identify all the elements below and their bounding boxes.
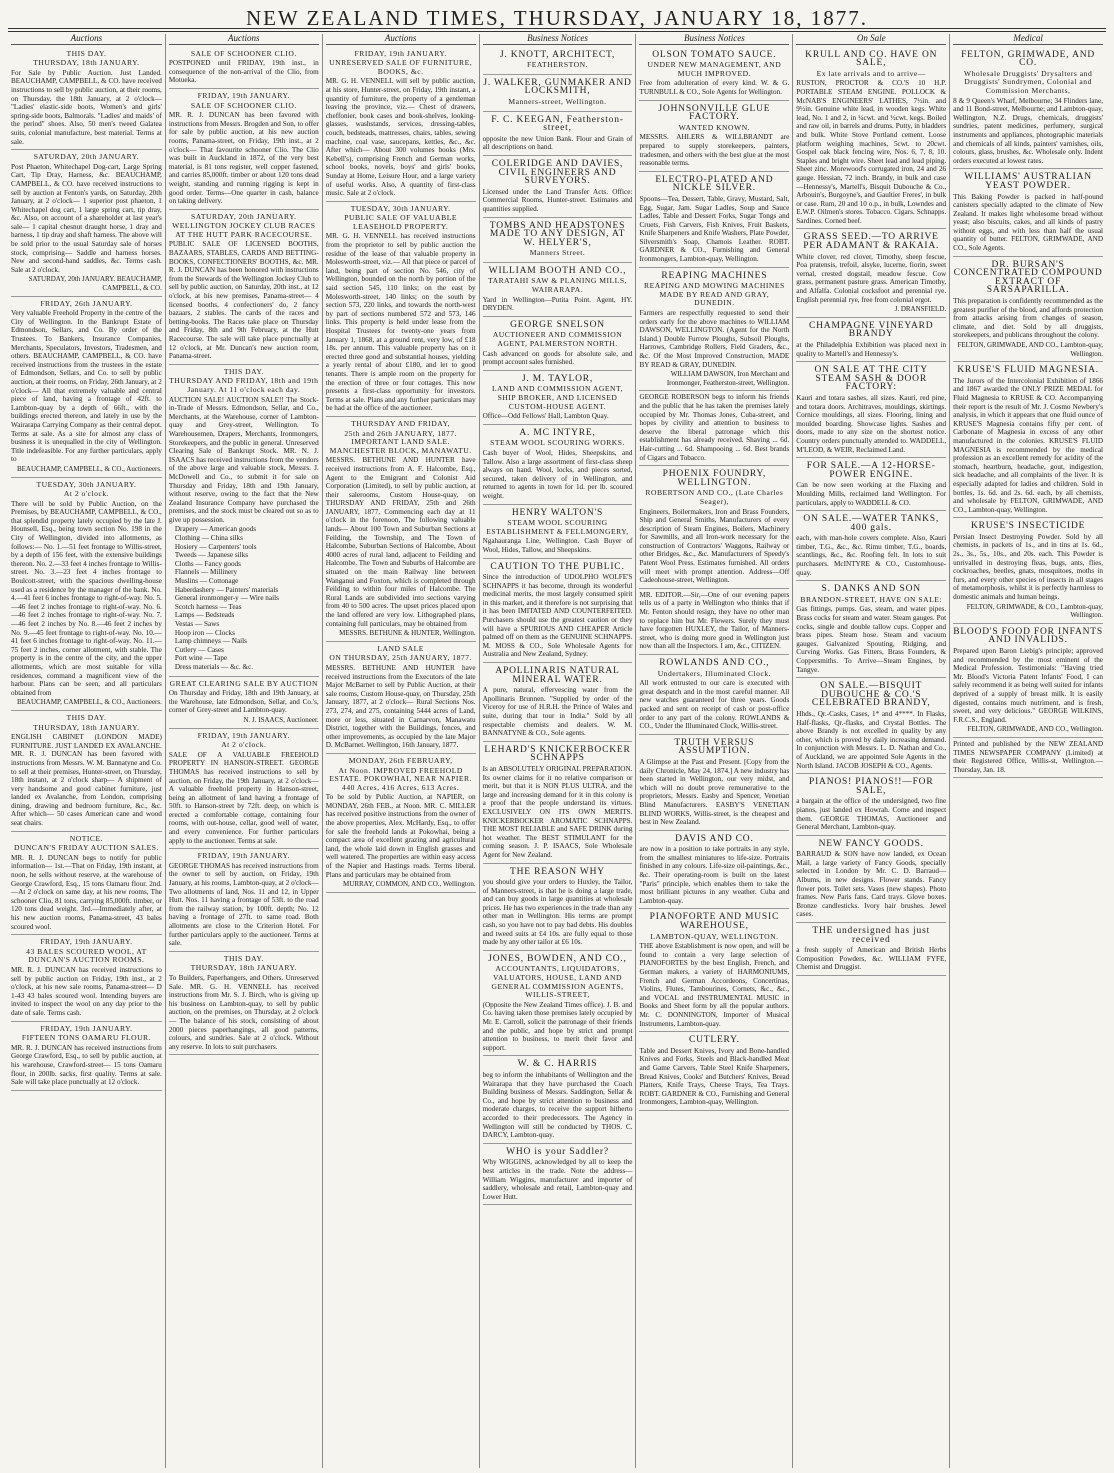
advertisement — [483, 559, 633, 664]
ad-dateline: THIS DAY. — [66, 712, 107, 722]
ad-body: each, with man-hole covers complete. Also, Kauri timber, T.G., &c., &c. Rimu timber, T.G., boards, scantlings, &c., &c. Roofing felt. In lots to suit purchasers. McINTYRE & CO., Customhouse-quay. — [796, 534, 947, 577]
ad-body: MESSRS. BETHUNE AND HUNTER have received instructions from A. F. Halcombe, Esq., Agent to the Emigrant and Colonist Aid Corporation (Limited), to sell by public auction, at their salerooms, Custom House-quay, on THURSDAY AND FRIDAY, 25th and 26th JANUARY, 1877, Commencing each day at 11 o'clock in the forenoon, The following valuable lands— About 100 Town and Suburban Sections at Feilding, the Township, and The Town of Halcombe, Suburban Sections of Halcombe, About 4000 acres of rural land, adjacent to Feilding and Halcombe. The Town and Suburbs of Halcombe are situated on the main Railway line between Wanganui and Foxton, which is completed through Feilding to within four miles of Halcombe. The Rural Lands are subdivided into sections varying from 40 to 500 acres. The upset prices placed upon the land offered are very low. Lithographed plans, containing full particulars, may be obtained from — [325, 456, 476, 628]
ad-subheading: BRANDON-STREET, HAVE ON SALE: — [800, 594, 943, 604]
advertisement — [639, 589, 789, 655]
ad-subheading: FEATHERSTON. — [527, 60, 588, 70]
ad-headline: THE REASON WHY — [510, 866, 605, 877]
column-heading: On Sale — [796, 34, 946, 45]
advertisement — [796, 678, 946, 774]
ad-headline: JONES, BOWDEN, AND CO., — [488, 953, 627, 964]
column-heading: Auctions — [326, 34, 476, 45]
advertisement — [639, 101, 789, 172]
ad-body: This Baking Powder is packed in half-pound canisters specially adapted to the climate of New Zealand. It makes light wholesome bread without yeast; also biscuits, cakes, and all kinds of pastry without eggs, and with less than half the usual quantity of butter. FELTON, GRIMWADE, AND CO., Sole Agents. — [953, 192, 1104, 253]
ad-dateline: SALE OF SCHOONER CLIO. — [190, 48, 297, 58]
ad-signature: FELTON, GRIMWADE, AND CO., Wellington. — [967, 725, 1104, 734]
ad-subheading: SALE OF SCHOONER CLIO. — [190, 100, 297, 110]
ad-headline: ON SALE.—BISQUIT DUBOUCHE & CO.'S CELEBRATED BRANDY, — [811, 681, 931, 709]
ad-body: On Thursday and Friday, 18th and 19th January, at the Warehouse, late Edmondson, Sellar, and Co.'s, corner of Grey-street and Lambton-quay. — [168, 689, 319, 715]
advertisement — [169, 365, 319, 677]
ad-body: Kauri and totara sashes, all sizes. Kauri, red pine, and totara doors. Architraves, mouldings, skirtings. Cornice mouldings, all sizes. Flooring, lining and moulded boarding. Showcase lights. Sashes and doors, made to any size on the shortest notice. Country orders punctually attended to. WADDELL, M'LEOD, & WEIR, Reclaimed Land. — [796, 393, 947, 454]
ad-headline: DAVIS AND CO. — [675, 833, 754, 844]
ad-body: Cash advanced on goods for absolute sale, and prompt account sales furnished. — [482, 349, 633, 367]
ad-subheading: THURSDAY, 18th JANUARY. — [33, 58, 140, 68]
advertisement — [169, 952, 319, 1056]
ad-subheading: UNRESERVED SALE OF FURNITURE, BOOKS, &c. — [329, 58, 473, 76]
ad-subheading: WANTED KNOWN. — [678, 122, 751, 132]
ad-dateline: THIS DAY. — [223, 953, 264, 963]
ad-headline: LEHARD'S KNICKERBOCKER SCHNAPPS — [484, 744, 631, 764]
ad-body: RUSTON, PROCTOR & CO.'S 10 H.P. PORTABLE STEAM ENGINE. POLLOCK & McNAB'S ENGINEERS' LATHES, 7½in. and 9½in. Genuine white lead, in wooden kegs. White lead, No. 1 and 2, in ¼cwt. and ½cwt. kegs. Boiled and raw oil, in barrels and drums. Putty, in bladders and bulk. White Stove Portland cement. Loose platform weighing machines, 5cwt. to 20cwt. Gospel oak black fencing wire, Nos. 6, 7, 8, 10. Staples and bright wire. Sheet lead and lead piping. Sheet zinc. Morewood's corrugated iron, 24 and 26 gauge. Hessian, 72 inch. Brandy, in bulk and case—Hennessy's, Martell's, Bisquit Dubouche & Co., Arbouin's, Burgoyne's, and Gaultier Freres', in bulk or case. Rum, 20 and 10 o.p., in bulk, Lowndes and E.W.P. Oilmen's stores. Tobacco. Cigars. Schnapps. Sardines. Corned beef. — [796, 79, 947, 225]
list-item: Muslins — Cottonage — [174, 577, 239, 586]
advertisement — [796, 511, 946, 581]
ad-subheading: Wholesale Druggists' Drysalters and Druggists' Sundrymen, Colonial and Commission Merchants, — [963, 68, 1093, 95]
ad-headline: J. WALKER, GUNMAKER AND LOCKSMITH, — [483, 77, 632, 97]
advertisement — [483, 951, 633, 1057]
ad-headline: REAPING MACHINES — [661, 270, 768, 281]
ad-dateline: FRIDAY, 19th JANUARY. — [40, 1023, 133, 1033]
ad-signature: BEAUCHAMP, CAMPBELL, & CO., Auctioneers. — [16, 464, 162, 473]
list-item: Cloths — Fancy goods — [174, 559, 241, 568]
advertisement — [169, 89, 319, 210]
ad-signature: MESSRS. BETHUNE & HUNTER, Wellington. — [339, 629, 476, 638]
ad-body: GEORGE ROBERSON begs to inform his friends and the public that he has taken the premises lately occupied by Mr. Thomas Jones, Cuba-street, and hopes by civility and attention to business to deserve the liberal patronage which this establishment has already received. Shaving ... 6d. Hair-cutting ... 6d. Shampooing ... 6d. Best brands of Cigars and Tobacco. — [639, 393, 790, 462]
advertisement — [11, 711, 162, 832]
advertisement — [796, 47, 946, 230]
ad-subheading: Undertakers, Illuminated Clock. — [657, 668, 772, 678]
ad-body: MR. R. J. DUNCAN begs to notify for public information— 1st.—That on Friday, 19th instant, at noon, he sells without reserve, at the warehouse of George Crawford, Esq., 15 tons Oamaru flour. 2nd.—At 2 o'clock on same day, at his new rooms, The schooner Clio, 81 tons, carrying 85,000ft. timber, or 120 tons dead weight. 3rd.—Immediately after, at his new auction rooms, Panama-street, 43 bales scoured wool. — [11, 853, 162, 931]
masthead-rule-thin — [8, 31, 1106, 32]
advertisement — [639, 47, 789, 101]
ad-body: Post Phaeton, Whitechapel Dog-cart, Large Spring Cart, Tip Dray, Harness, &c. BEAUCHAMP, CAMPBELL, & CO. have received instructions to sell by auction at Fenton's yards, on Saturday, 20th January, at 2 o'clock— 1 superior post phaeton, 1 Whitechapel dog cart, 1 large spring cart, tip dray, &c. Also, on account of a shareholder at last year's sale— 1 capital chesnut draught horse, 1 dray and harness, 1 tip dray and shaft harness. The above will be sold prior to the usual Saturday sale of horses stock, comprising— Saddle and harness horses. New and second-hand saddles, &c. Terms cash. Sale at 2 o'clock. — [11, 162, 162, 274]
ad-body: Printed and published by the NEW ZEALAND TIMES NEWSPAPER COMPANY (Limited) at their Registered Office, Willis-st, Wellington.—Thursday, Jan. 18. — [953, 739, 1104, 774]
ad-dateline: LAND SALE — [377, 643, 424, 653]
ad-body: MR. R. J. DUNCAN has received instructions to sell by public auction on Friday, 19th inst., at 2 o'clock, at his new sale rooms, Panama-street— D 1-43 43 bales scoured wool. Intending buyers are invited to inspect the wool on any day prior to the date of sale. Terms cash. — [11, 965, 162, 1017]
ad-subheading: LAND AND COMMISSION AGENT, SHIP BROKER, AND LICENSED CUSTOM-HOUSE AGENT. — [492, 384, 623, 411]
ad-signature: J. DRANSFIELD. — [894, 305, 947, 314]
ad-body: POSTPONED until FRIDAY, 19th inst., in consequence of the non-arrival of the Clio, from Motueka. — [168, 59, 319, 85]
ad-dateline: SATURDAY, 20th JANUARY. — [191, 211, 297, 221]
list-item: Scotch harness — Teas — [174, 602, 242, 611]
ad-stock-list — [175, 525, 319, 671]
ad-body: A Glimpse at the Past and Present. [Copy from the daily Chronicle, May 24, 1874.] A new industry has been started in Wellington, our very midst, and which will no doubt prove remunerative to the proprietors, Messrs. Easby and Spencer, Venetian Blind Manufacturers. EASBY'S VENETIAN BLIND WORKS, Willis-street, is the cheapest and best in New Zealand. — [639, 757, 790, 827]
ad-dateline: FRIDAY, 19th JANUARY. — [197, 730, 290, 740]
ad-headline: ON SALE.—WATER TANKS, 400 gals. — [803, 514, 940, 533]
ad-body: GEORGE THOMAS has received instructions from the owner to sell by auction, on Friday, 19th January, at his rooms, Lambton-quay, at 2 o'clock— Two allotments of land, Nos. 11 and 12, in Upper Hutt. Nos. 11 having a frontage of 53ft. to the road from the railway station, by 100ft. depth; No. 12 having a frontage of 27ft. to same road. Both allotments are close to the Criterion Hotel. For further particulars apply to the auctioneer. Terms at sale. — [168, 861, 319, 948]
advertisement — [11, 832, 162, 936]
ad-subheading: At Noon. IMPROVED FREEHOLD ESTATE. POKOWHAI, NEAR NAPIER. 440 Acres, 416 Acres, 613 Acres. — [329, 765, 472, 792]
ad-body: PUBLIC SALE OF LICENSED BOOTHS, BAZAARS, STABLES, CARDS AND BETTING-BOOKS, CONFECTIONERS' BOOTHS, &c. MR. R. J. DUNCAN has been honored with instructions from the Stewards of the Wellington Jockey Club to sell by public auction, on Saturday, 20th inst., at 12 o'clock, at his new premises, Panama-street— 4 licensed booths, 4 confectioners' do, 2 fancy bazaars, 2 stables. The cards of the races and betting-books. The Races take place on Thursday and Friday, 8th and 9th February, at the Hutt Racecourse. The sale will take place punctually at 12 o'clock, at Mr. Duncan's new auction room, Panama-street. — [168, 240, 319, 361]
ad-headline: FOR SALE.—A 12-HORSE-POWER ENGINE. — [806, 461, 936, 480]
advertisement — [953, 624, 1103, 738]
ad-subheading: THURSDAY, 18th JANUARY. — [190, 963, 297, 973]
ad-subheading: PUBLIC SALE OF VALUABLE LEASEHOLD PROPERTY. — [344, 213, 457, 231]
list-item: Port wine — Tape — [174, 654, 228, 663]
ad-headline: HENRY WALTON'S — [511, 507, 604, 518]
list-item: Lamp chimneys — Nails — [174, 637, 247, 646]
ad-body: Persian Insect Destroying Powder. Sold by all chemists, in packets of 1s., and in tins at 1s. 6d., 2s., 3s., 5s., 10s., and 20s. each. This Powder is unrivalled in destroying fleas, bugs, ants, flies, cockroaches, beetles, gnats, mosquitoes, moths in furs, and every other species of insects in all stages of metamorphosis, whilst it is perfectly harmless to domestic animals and human beings. — [953, 532, 1104, 602]
ad-body: MR. R. J. DUNCAN has been favored with instructions from Messrs. Brogden and Son, to offer for sale by public auction, at his new auction rooms, Panama-street, on Friday, 19th inst., at 2 o'clock— That favourite schooner Clio. The Clio was built in Auckland in 1872, of the very best material, is 81 tons register, well copper fastened, and carries 85,000ft. timber or about 120 tons dead weight, standing and running rigging is kept in good order. Terms—One quarter in cash, balance on taking delivery. — [168, 111, 319, 206]
list-item: Flannels — Millinery — [174, 568, 238, 577]
ad-dateline: THURSDAY AND FRIDAY, — [351, 418, 450, 428]
list-item: Hoop iron — Clocks — [174, 628, 235, 637]
ad-dateline: FRIDAY, 19th JANUARY. — [197, 90, 290, 100]
ad-dateline: FRIDAY, 19th JANUARY. — [354, 48, 447, 58]
ad-headline: COLERIDGE AND DAVIES, CIVIL ENGINEERS AND SURVEYORS. — [491, 158, 624, 187]
advertisement — [953, 257, 1103, 363]
ad-body: To Builders, Paperhangers, and Others. Unreserved Sale. MR. G. H. VENNELL has received instructions from Mr. S. J. Birch, who is giving up his business on Lambton-quay, to sell by public auction, on the premises, on Thursday, at 2 o'clock— The balance of his stock, consisting of about 2000 pieces paperhangings, all good patterns, colours, and sundries. Sale at 2 o'clock. Without any reserve. In lots to suit purchasers. — [168, 973, 319, 1051]
ad-signature: SATURDAY, 20th JANUARY. BEAUCHAMP, CAMPBELL, & CO. — [28, 275, 162, 293]
ad-headline: CHAMPAGNE VINEYARD BRANDY — [808, 320, 934, 340]
ad-subheading: LAMBTON-QUAY, WELLINGTON. — [650, 931, 779, 941]
ad-headline: PHOENIX FOUNDRY, WELLINGTON. — [662, 469, 767, 488]
ad-dateline: SATURDAY, 20th JANUARY. — [33, 152, 140, 162]
ad-dateline: TUESDAY, 30th JANUARY. — [36, 479, 137, 489]
ad-body: at the Philadelphia Exhibition was placed next in quality to Martell's and Hennessy's. — [796, 341, 947, 358]
advertisement — [483, 317, 633, 371]
advertisement — [796, 318, 946, 362]
advertisement — [169, 677, 319, 729]
ad-body: 8 & 9 Queen's Wharf, Melbourne; 34 Flinders lane, and 11 Bond-street, Melbourne; and Lambton-quay, Wellington, N.Z. Drugs, chemicals, druggists' sundries, patent medicines, perfumery, surgical instruments and appliances, photographic materials and chemicals of all kinds, painters' varnishes, oils, colours, glass, brushes, &c. Wholesale only. Indent orders executed at lowest rates. — [953, 96, 1104, 165]
ad-dateline: GREAT CLEARING SALE BY AUCTION — [169, 678, 318, 688]
ad-dateline: MONDAY, 26th FEBRUARY, — [348, 755, 453, 765]
ad-body: SALE OF A VALUABLE FREEHOLD PROPERTY IN HANSON-STREET. GEORGE THOMAS has received instructions to sell by auction, on Friday, the 19th January, at 2 o'clock— A valuable freehold property in Hanson-street, being an allotment of land having a frontage of 50ft. to Hanson-street by 72ft. deep, on which is erected a comfortable cottage, containing four rooms, with out-house, cellar, good well of water, and every convenience. For further particulars apply to the auctioneer. Terms at sale. — [168, 750, 319, 845]
column-7 — [949, 34, 1106, 1468]
advertisement — [639, 655, 789, 735]
ad-headline: J. KNOTT, ARCHITECT, — [499, 49, 616, 60]
ad-subheading: Manners-street, Wellington. — [508, 96, 607, 106]
advertisement — [953, 47, 1103, 170]
advertisement — [326, 202, 476, 417]
advertisement — [639, 909, 789, 1032]
masthead: NEW ZEALAND TIMES, THURSDAY, JANUARY 18, 1877. — [245, 6, 869, 30]
ad-body: Gas fittings, pumps. Gas, steam, and water pipes. Brass cocks for steam and water. Steam gauges. Pot cocks, single and double tallow cups. Copper and brass pipes. Steam hose. Steam and vacuum gauges. Galvanized Spouting, Ridging, and Curving Works. Gas Fitters, Brass Founders, & Coppersmiths. To Arrive—Steam Engines, by Tangye. — [796, 605, 947, 674]
ad-subheading: Ex late arrivals and to arrive— — [816, 68, 926, 78]
ad-body: Free from adulteration of every kind. W. & G. TURNBULL & CO., Sole Agents for Wellington. — [639, 79, 790, 96]
advertisement — [483, 663, 633, 742]
ad-headline: JOHNSONVILLE GLUE FACTORY. — [658, 103, 771, 123]
ad-body: MESSRS. BETHUNE AND HUNTER have received instructions from the Executors of the late Major McBarnet to sell by Public Auction, at their sale rooms, Custom House-quay, on Thursday, 25th January, 1877, at 2 o'clock— Rural Sections Nos. 273, 274, and 275, containing 5444 acres of Land, more or less, situated in Carnarvon, Manawatu District, together with the Buildings, fences, and other improvements, as occupied by the late Major D. McBarnet. Wellington, 16th January, 1877. — [325, 663, 476, 750]
ad-headline: DR. BURSAN'S CONCENTRATED COMPOUND EXTRACT OF SARSAPARILLA. — [953, 259, 1103, 296]
ad-subheading: THURSDAY, 18th JANUARY. — [33, 722, 140, 732]
column-heading: Medical — [953, 34, 1103, 45]
ad-body: Prepared upon Baron Liebig's principle; approved and recommended by the most eminent of the Medical Profession. Testimonials: "Having tried Mr. Blood's Victoria Patent Infants' Food, I can safely recommend it as being well suited for infants deprived of a supply of breast milk. It is easily digested, contains much nutriment, and is fresh, sweet, and very delicious." GEORGE WILKINS, F.R.C.S., England. — [953, 647, 1104, 724]
list-item: Hosiery — Carpenters' tools — [174, 542, 257, 551]
advertisement — [796, 581, 946, 678]
advertisement — [169, 210, 319, 365]
ad-body: Ngahauranga Line, Wellington. Cash Buyer of Wool, Hides, Tallow, and Sheepskins. — [482, 537, 633, 554]
advertisement — [639, 831, 789, 910]
list-item: Lamps — Bedsteads — [174, 611, 235, 620]
advertisement — [11, 935, 162, 1021]
advertisement — [639, 1032, 789, 1111]
ad-subheading: Manners Street. — [529, 248, 586, 258]
ad-headline: KRUSE'S INSECTICIDE — [970, 521, 1086, 532]
ad-headline: KRUSE'S FLUID MAGNESIA. — [957, 365, 1099, 376]
list-item: General ironmonger-y — Wire nails — [174, 594, 279, 603]
ad-signature: FELTON, GRIMWADE, AND CO., Lambton-quay, Wellington. — [957, 341, 1104, 358]
list-item: Clothing — China silks — [174, 534, 243, 543]
advertisement — [483, 505, 633, 559]
ad-body: MR. G. H. VENNELL has received instructions from the proprietor to sell by public auction the residue of the lease of that valuable property in Molesworth-street, viz.— All that piece or parcel of land, being part of section No. 546, city of Wellington, bounded on the north by portion of the said section 545, 110 links; on the east by Molesworth-street, 140 links; on the south by section 573, 220 links, and towards the north-west by part of sections numbered 572 and 573, 146 links. This property is held under lease from the Hospital Trustees for twenty-one years from January 1, 1868, at a ground rent, very low, of £18 18s. per annum. This valuable property has on it erected three good and substantial houses, yielding a yearly rental of about £180, and let to good tenants. There is ample room on the property for the erection of three or four cottages. This now presents a first-class opportunity for investors. Terms at sale. Plans and any further particulars may be had at the office of the auctioneer. — [325, 232, 476, 413]
ad-body: Engineers, Boilermakers, Iron and Brass Founders, Ship and General Smiths, Manufacturers of every description of Steam Engines, Boilers, Machinery for Sawmills, and all Iron-work necessary for the construction of Contractors' Waggons, Railway or other Bridges, &c., &c. Manufacturers of Speedy's Patent Wool Press. Estimates furnished. All orders will meet with prompt attention. Address—Off Cadeohouse-street, Wellington. — [639, 507, 790, 585]
ad-subheading: AUCTIONEER AND COMMISSION AGENT, PALMERSTON NORTH. — [492, 330, 623, 349]
ad-subheading: WELLINGTON JOCKEY CLUB RACES AT THE HUTT PARK RACECOURSE. — [172, 221, 316, 239]
advertisement — [326, 754, 476, 893]
advertisement — [796, 458, 946, 511]
list-item: Dress materials — &c. &c. — [174, 662, 254, 671]
ad-headline: GRASS SEED.—TO ARRIVE PER ADAMANT & RAKAIA. — [803, 232, 940, 252]
column-heading: Business Notices — [483, 34, 633, 45]
ad-subheading: ACCOUNTANTS, LIQUIDATORS, VALUATORS, HOUSE, LAND AND GENERAL COMMISSION AGENTS, WILLIS-STREET, — [491, 964, 624, 1000]
advertisement — [483, 112, 633, 156]
column-1 — [8, 34, 165, 1468]
advertisement — [326, 642, 476, 754]
ad-headline: APOLLINARIS NATURAL MINERAL WATER. — [495, 666, 620, 685]
column-4 — [479, 34, 636, 1468]
ad-body: a fresh supply of American and British Herbs Composition Powders, &c. WILLIAM FYFE, Chemist and Druggist. — [796, 946, 947, 972]
ad-headline: WHO is your Saddler? — [506, 1146, 609, 1157]
ad-dateline: TUESDAY, 30th JANUARY. — [350, 203, 451, 213]
ad-dateline: FRIDAY, 19th JANUARY. — [40, 937, 133, 947]
ad-headline: BLOOD'S FOOD FOR INFANTS AND INVALIDS. — [953, 626, 1103, 646]
ad-body: are now in a position to take portraits in any style, from the smallest miniatures to life-size. Portraits finished in any colours. Life-size oil-paintings, &c., &c. Their operating-room is built on the latest "Paris" principle, which enables them to take the most brilliant pictures in any weather. Cuba and Lambton-quay. — [639, 845, 790, 905]
ad-body: The Jurors of the Intercolonial Exhibition of 1866 and 1867 awarded the ONLY PRIZE MEDAL for Fluid Magnesia to KRUSE & CO. Accompanying their report is the result of Mr. J. Cosmo Newbery's analysis, in which it appears that one fluid ounce of KRUSE'S Magnesia contains fifty per cent. of Carbonate of Magnesia in excess of any other manufactured in the colonies. KRUSE'S FLUID MAGNESIA is recommended by the medical profession as an excellent remedy for acidity of the stomach, heartburn, headache, gout, indigestion, sick headache, and all complaints of the liver. It is especially adapted for ladies and children. Sold in bottles, 1s. 6d. and 2s. 6d. each, by all chemists, and wholesale by FELTON, GRIMWADE, AND CO., Lambton-quay, Wellington. — [953, 376, 1104, 514]
ad-subheading: 25th and 26th JANUARY, 1877. IMPORTANT LAND SALE. MANCHESTER BLOCK, MANAWATU. — [329, 428, 472, 455]
advertisement — [639, 172, 789, 268]
ad-headline: GEORGE SNELSON — [510, 319, 605, 330]
advertisement — [326, 47, 476, 202]
ad-subheading: TARATAHI SAW & PLANING MILLS, WAIRARAPA. — [488, 276, 627, 295]
ad-headline: ROWLANDS AND CO., — [659, 658, 770, 668]
ad-dateline: FRIDAY, 26th JANUARY. — [40, 298, 133, 308]
ad-headline: WILLIAMS' AUSTRALIAN YEAST POWDER. — [964, 172, 1092, 191]
ad-headline: KRULL AND CO. HAVE ON SALE, — [805, 49, 938, 69]
advertisement — [483, 156, 633, 218]
ad-headline: W. & C. HARRIS — [517, 1059, 598, 1070]
ad-headline: ON SALE AT THE CITY STEAM SASH & DOOR FACTORY: — [814, 365, 928, 393]
ad-body: Hhds., Qr.-Casks, Cases, 1* and 4****. In Flasks, Half-flasks, Qr.-flasks, and Crystal Bottles. The above Brandy is not excelled in quality by any other, which is proved by daily increasing demand. In conjunction with Messrs. L. D. Nathan and Co., of Auckland, we are appointed Sole Agents in the North Island. JACOB JOSEPH & CO., Agents. — [796, 709, 947, 770]
ad-subheading: 43 BALES SCOURED WOOL, AT DUNCAN'S AUCTION ROOMS. — [26, 946, 147, 965]
advertisement — [483, 371, 633, 425]
ad-headline: FELTON, GRIMWADE, AND CO. — [961, 49, 1096, 69]
list-item: Cutlery — Cases — [174, 645, 224, 654]
ad-subheading: REAPING AND MOWING MACHINES MADE BY READ AND GRAY, DUNEDIN. — [644, 281, 785, 308]
advertisement — [483, 1144, 633, 1206]
advertisement — [796, 774, 946, 836]
ad-headline: CAUTION TO THE PUBLIC. — [490, 561, 625, 572]
ad-dateline: NOTICE. — [69, 833, 104, 843]
ad-body: MR. R. J. DUNCAN has received instructions from George Crawford, Esq., to sell by public auction, at his warehouse, Crawford-street— 15 tons Oamaru flour, in 200lb. sacks, first quality. Terms at sale. Sale will take place punctually at 12 o'clock. — [11, 1043, 162, 1087]
ad-body: Table and Dessert Knives, Ivory and Bone-handled Knives and Forks, Steels and Black-handled Meat and Game Carvers, Table Steel Knife Sharpeners, Bread Knives, Cooks' and Butchers' Knives, Bread Platters, Knife Trays, Cheese Trays, Tea Trays. ROBT. GARDNER & CO., Furnishing and General Ironmongers, Lambton-quay, Wellington. — [639, 1046, 790, 1107]
ad-body: To be sold by Public Auction, at NAPIER, on MONDAY, 26th FEB., at Noon. MR. C. MILLER has received positive instructions from the owner of the above properties, Alex. McHardy, Esq., to offer for sale the freehold lands at Pokowhai, being a compact area of excellent grazing and agricultural land, the whole laid down in English grasses and well watered. The properties are within easy access of the Napier and Hastings roads. Terms liberal. Plans and particulars may be obtained from — [325, 793, 476, 879]
ad-signature: N. J. ISAACS, Auctioneer. — [243, 715, 319, 724]
ad-body: beg to inform the inhabitants of Wellington and the Wairarapa that they have purchased the Coach Building business of Messrs. Saddington, Sellar & Co., and hope by strict attention to business and moderate charges, to receive the support hitherto accorded to their predecessors. The Agency in Wellington will still be conducted by THOS. C. DARCY, Lambton-quay. — [482, 1070, 633, 1140]
ad-body: For Sale by Public Auction. Just Landed. BEAUCHAMP, CAMPBELL, & CO. have received instructions to sell by public auction, at their rooms, on Thursday, the 18th January, at 2 o'clock— "Ladies' elastic-side boots, Women's and girls' spring-side boots, Balmorals. "Ladies' and maids' of the period" shoes. Also, 50 men's tweed Galatea suits, colonial manufacture, best material. Terms at sale. — [11, 68, 162, 146]
advertisement — [11, 47, 162, 151]
advertisement — [169, 47, 319, 89]
ad-signature: WILLIAM DAWSON, Iron Merchant and Ironmonger, Featherston-street, Wellington. — [666, 370, 790, 387]
ad-body: This preparation is confidently recommended as the greatest purifier of the blood, and affords protection from attacks arising from changes of season, climate, and diet. Sold by all druggists, storekeepers, and publicans throughout the colony. — [953, 297, 1104, 340]
advertisement — [953, 738, 1103, 778]
column-heading: Business Notices — [639, 34, 789, 45]
ad-body: Since the introduction of UDOLPHO WOLFE'S SCHNAPPS it has become, through its wonderful medicinal merits, the most largely consumed spirit in this market, and it therefore is not surprising that it has been IMITATED AND COUNTERFEITED. Purchasers should use the greatest caution or they will have a SPURIOUS AND CHEAPER Article palmed off on them as the GENUINE SCHNAPPS. M. MOSS & CO., Sole Wholesale Agents for Australia and New Zealand, Sydney. — [482, 573, 633, 659]
ad-headline: CUTLERY. — [688, 1035, 740, 1046]
advertisement — [483, 1056, 633, 1143]
advertisement — [796, 362, 946, 458]
ad-body: Why WIGGINS, acknowledged by all to keep the best articles in the trade. Note the address— William Wiggins, manufacturer and importer of saddlery, wholesale and retail, Lambton-quay and Lower Hutt. — [482, 1158, 633, 1201]
ad-body: Licensed under the Land Transfer Acts. Office: Commercial Rooms, Hunter-street. Estimates and quantities supplied. — [482, 187, 633, 213]
advertisement — [169, 729, 319, 850]
ad-subheading: STEAM WOOL SCOURING ESTABLISHMENT & FELLMONGERY, — [486, 518, 629, 536]
advertisement — [11, 150, 162, 297]
column-6 — [792, 34, 949, 1468]
ad-headline: ELECTRO-PLATED AND NICKLE SILVER. — [655, 174, 774, 194]
column-2 — [165, 34, 322, 1468]
advertisement — [483, 742, 633, 864]
ad-subheading: THURSDAY AND FRIDAY, 18th and 19th January. At 11 o'clock each day. — [169, 376, 319, 394]
ad-subheading: At 2 o'clock. — [63, 489, 110, 499]
ad-subheading: At 2 o'clock. — [221, 740, 267, 750]
ad-body: MR. EDITOR.—Sir,—One of our evening papers tells us of a party in Wellington who thinks that if Mr. Fenton should resign, they have no other man to replace him but Mr. Flewers. Surely they must have forgotten HUXLEY, the Tailor, of Manners-street, who is doing more good in Wellington just now than all the Inspectors. I am, &c., CITIZEN. — [639, 590, 790, 651]
ad-body: Office—Odd Fellows' Hall, Lambton Quay. — [482, 412, 609, 421]
advertisement — [639, 466, 789, 589]
ad-headline: F. C. KEEGAN, Featherston-street, — [491, 114, 624, 134]
ad-signature: FELTON, GRIMWADE, & CO., Lambton-quay, Wellington. — [966, 602, 1104, 620]
advertisement — [639, 735, 789, 831]
ad-body: A pure, natural, effervescing water from the Apollinaris Brunnen. "Supplied by order of the Viceroy for use of H.R.H. the Prince of Wales and suite, during that tour in India." Sold by all respectable chemists and dealers. W. M. BANNATYNE & CO., Sole agents. — [482, 686, 633, 738]
list-item: Vestas — Saws — [174, 620, 220, 628]
advertisement — [326, 417, 476, 642]
ad-subheading: FIFTEEN TONS OAMARU FLOUR. — [21, 1033, 152, 1043]
ad-headline: NEW FANCY GOODS. — [818, 838, 924, 849]
ad-body: ENGLISH CABINET (LONDON MADE) FURNITURE. JUST LANDED EX AVALANCHE. MR. R. J. DUNCAN has been favored with instructions from Messrs. W. M. Bannatyne and Co. to sell at their premises, Hunter-street, on Thursday, 18th instant, at 2 o'clock sharp— A shipment of very handsome and good cabinet furniture, just landed ex Avalanche, from London, comprising dining, drawing and bedroom furniture, &c., &c. After which— 50 cases American cane and wood seat chairs. — [11, 733, 162, 828]
ad-body: opposite the new Union Bank. Flour and Grain of all descriptions on hand. — [482, 134, 633, 152]
ad-body: (Opposite the New Zealand Times office). J. B. and Co. having taken those premises lately occupied by Mr. E. Carroll, solicit the patronage of their friends and the public, and hope by strict and prompt attention to business, to merit their favor and support. — [482, 1000, 633, 1052]
ad-body: Cash buyer of Wool, Hides, Sheepskins, and Tallow. Also a large assortment of first-class sheep always on hand. Wool, locks, and pieces sorted, secured, taken delivery of in Wellington, and returned to agents in town for 1d. per lb. scoured weight. — [482, 448, 633, 500]
advertisement — [796, 836, 946, 923]
list-item: Tweeds — Japanese silks — [174, 551, 249, 560]
ad-body: BARRAUD & SON have now landed, ex Ocean Mail, a large variety of Fancy Goods, specially selected in London by Mr. C. D. Barraud— Albums, in new designs. Flower stands. Fancy flower pots. Toilet sets. Vases (new shapes). Photo frames. New Paris fans. Card trays. Glove boxes. Bronze candlesticks. Ivory hair brushes. Jewel cases. — [796, 850, 947, 919]
ad-subheading: ROBERTSON AND CO., (Late Charles Seager), — [645, 488, 784, 506]
ad-body: Very valuable Freehold Property in the centre of the City of Wellington. In the Bankrupt Estate of Edmondson, Sellars, and Co. By order of the Trustees. To Bankers, Insurance Companies, Merchants, Speculators, Investors, Tradesmen, and others. BEAUCHAMP, CAMPBELL, & CO. have received instructions from the trustees in the estate of Edmondson, Sellars, and Co. to sell by public auction, at their rooms, on Friday, 26th January, at 2 o'clock— All that extremely valuable and central piece of land, having a frontage of 42ft. to Lambton-quay by a depth of 66ft., with the buildings erected thereon, and lately in use by the Wairarapa Carrying Company as their central depot. Terms at sale. As a site for almost any class of business it is unequalled in the city of Wellington. Title indefeasible. For any further particulars, apply to — [11, 309, 162, 464]
advertisement — [953, 169, 1103, 256]
advertisement — [483, 425, 633, 505]
ad-subheading: UNDER NEW MANAGEMENT, AND MUCH IMPROVED. — [647, 60, 782, 78]
ad-subheading: ON THURSDAY, 25th JANUARY, 1877. — [329, 653, 472, 663]
advertisement — [796, 229, 946, 317]
ad-headline: THE undersigned has just received — [812, 926, 931, 945]
ad-dateline: THIS DAY. — [66, 48, 107, 58]
masthead-rule — [8, 28, 1106, 29]
advertisement — [483, 47, 633, 75]
advertisement — [11, 478, 162, 711]
ad-body: you should give your orders to Huxley, the Tailor, of Manners-street, is that he is doing a large trade, and can buy goods in large quantities at wholesale prices. He has two experiences in the trade than any other man in Wellington. His terms are prompt cash, so you have not to pay bad debts. His doubles and tweed suits at £4 10s. are fully equal to those made by any other tailor at £6 10s. — [482, 878, 633, 947]
advertisement — [483, 75, 633, 112]
ad-body: THE above Establishment is now open, and will be found to contain a very large selection of PIANOFORTES by the best English, French, and German makers, a variety of HARMONIUMS, French and German Accordeons, Concertinas, Violins, Flutes, Tambourines, Cornets, &c., &c., and VOCAL and INSTRUMENTAL MUSIC in Books and Sheet form by all the popular authors. Mr. C. DONNINGTON, Importer of Musical Instruments, Lambton-quay. — [639, 942, 790, 1028]
ad-signature: BEAUCHAMP, CAMPBELL, & CO., Auctioneers. — [16, 698, 162, 707]
column-5 — [635, 34, 792, 1468]
ad-body: AUCTION SALE! AUCTION SALE!! The Stock-in-Trade of Messrs. Edmondson, Sellar, and Co., Merchants, at the Warehouse, corner of Lambton-quay and Grey-street, Wellington. To Warehousemen, Drapers, Merchants, Ironmongers, Storekeepers, and the public in general. Unreserved Clearing Sale of Bankrupt Stock. MR. N. J. ISAACS has received instructions from the vendors of the above large and valuable stock, Messrs. J. McDowell and Co., to submit it for sale on Thursday and Friday, 18th and 19th January, without reserve, owing to the fact that the New Zealand Insurance Company have purchased the premises, and the stock must be cleared out so as to give up possession. — [168, 395, 319, 524]
ad-headline: TOMBS AND HEADSTONES MADE TO ANY DESIGN, AT W. HELYER'S, — [489, 220, 626, 248]
advertisement — [169, 849, 319, 952]
ad-headline: PIANOFORTE AND MUSIC WAREHOUSE, — [649, 912, 780, 932]
ad-headline: PIANOS! PIANOS!!—FOR SALE, — [808, 777, 934, 796]
ad-dateline: FRIDAY, 19th JANUARY. — [197, 851, 290, 861]
ad-body: There will be sold by Public Auction, on the Premises, by BEAUCHAMP, CAMPBELL, & CO., that splendid property lately occupied by the late J. Hounsell, Esq., being town section No. 198 in the City of Wellington, divided into allotments, as follows:— No. 1.—51 feet frontage to Willis-street, by a depth of 156 feet, with the extensive buildings thereon. No. 2.—33 feet 4 inches frontage to Willis-street. No. 3.—23 feet 4 inches frontage to Boulcott-street, with the spacious dwelling-house used as a residence by the manager of the bank. No. 4.—41 feet 6 inches frontage to right-of-way. No. 5.—46 feet 2 inches frontage to right-of-way. No. 6.—46 feet 2 inches frontage to right-of-way. No. 7.—46 feet 2 inches by No. 8.—46 feet 2 inches by No. 9.—45 feet frontage to right-of-way. No. 10.—41 feet 6 inches frontage to right-of-way. No. 11.—75 feet 2 inches, corner allotment, with stable. The property is in the centre of the city, and the upper allotments, which are most suitable for villa residences, command a magnificent view of the harbour. Plans can be seen, and all particulars obtained from — [11, 499, 162, 697]
ad-headline: S. DANKS AND SON — [821, 584, 921, 595]
ad-body: MR. G. H. VENNELL will sell by public auction, at his store, Hunter-street, on Friday, 19th instant, a quantity of furniture, the property of a gentleman leaving the province, viz.— Chest of drawers, cheffonier, book cases and book-shelves, looking-glasses, washstands, services, dressing-tables, couch, bedsteads, mattresses, chairs, tables, sewing machine, coal vase, saucepans, kettles, &c., &c. After which— About 300 volumes books (Mrs. Kebell's), comprising French and German works, school books, novels, boys' and girls' books, Sunday at Home, Leisure Hour, and a large variety of useful works. Also, A quantity of first-class music. Sale at 2 o'clock. — [325, 77, 476, 198]
ad-body: Spoons—Tea, Dessert, Table, Gravy, Mustard, Salt, Egg, Sugar, Jam. Sugar Ladles, Soup and Sauce Ladles, Table and Dessert Forks, Sugar Tongs and Cruets, Fish Carvers, Fish Knives, Fruit Baskets, Knife Sharpeners and Knife Washers, Plate Powder, Silversmith's Soap, Chamois Leather. ROBT. GARDNER & CO., Furnishing and General Ironmongers, Lambton-quay, Wellington. — [639, 194, 790, 264]
ad-body: a bargain at the office of the undersigned, two fine pianos, just landed ex Howrah. Come and inspect them. GEORGE THOMAS, Auctioneer and General Merchant, Lambton-quay. — [796, 797, 947, 832]
advertisement — [483, 864, 633, 951]
ad-headline: J. M. TAYLOR, — [521, 373, 594, 384]
list-item: Haberdashery — Painters' materials — [174, 585, 279, 594]
advertisement — [11, 1022, 162, 1091]
column-heading: Auctions — [169, 34, 319, 45]
ad-headline: TRUTH VERSUS ASSUMPTION. — [674, 737, 755, 757]
advertisement — [796, 923, 946, 976]
ad-headline: OLSON TOMATO SAUCE. — [652, 49, 777, 60]
ad-headline: A. MC INTYRE, — [519, 427, 596, 438]
ad-dateline: THIS DAY. — [223, 366, 264, 376]
advertisement — [953, 362, 1103, 518]
ad-body: Farmers are respectfully requested to send their orders early for the above machines to WILLIAM DAWSON, WELLINGTON. (Agent for the North Island.) Double Furrow Ploughs, Subsoil Ploughs, Harrows, Cambridge Rollers, Field Graders, &c., &c. Of the Most Improved Construction, MADE BY READ & GRAY, DUNEDIN. — [639, 309, 790, 369]
advertisement — [483, 263, 633, 317]
ad-body: White clover, red clover, Timothy, sheep fescue, Poa pratensis, trefoil, alsyke, lucerne, fiorin, sweet vernal, crested dogstail, meadow fescue. Cow grass, permanent pasture grass. American Timothy, and Alfalfa. Colonial cocksfoot and perennial rye. English perennial rye, free from colonial ergot. — [796, 252, 947, 304]
advertisement — [953, 518, 1103, 624]
advertisement — [639, 391, 789, 466]
advertisement — [483, 218, 633, 263]
column-3 — [322, 34, 479, 1468]
advertisement — [11, 297, 162, 478]
ad-body: Yard in Wellington—Putita Point. Agent, HY. DRYDEN. — [482, 295, 633, 313]
ad-body: Is an ABSOLUTELY ORIGINAL PREPARATION. Its owner claims for it no relative comparison or merit, but that it is NON PLUS ULTRA, and the large and increasing demand for it in this colony is a proof that the people understand its virtues. EXCLUSIVELY ON ITS OWN MERITS. KNICKERBOCKER AROMATIC SCHNAPPS. THE MOST RELIABLE and SAFE DRINK during hot weather. The BEST STIMULANT for the coming season. J. P. ISAACS, Sole Wholesale Agent for New Zealand. — [482, 764, 633, 859]
list-item: Drapery — American goods — [174, 525, 257, 534]
ad-subheading: STEAM WOOL SCOURING WORKS. — [490, 438, 625, 448]
column-heading: Auctions — [11, 34, 162, 45]
ad-signature: MURRAY, COMMON, AND CO., Wellington. — [343, 880, 476, 889]
ad-subheading: DUNCAN'S FRIDAY AUCTION SALES. — [13, 843, 159, 853]
ad-headline: WILLIAM BOOTH AND CO., — [488, 265, 627, 276]
ad-body: All work entrusted to our care is executed with great despatch and in the most careful manner. All new watches guaranteed for three years. Goods packed and sent on receipt of cash or post-office order to any part of the colony. ROWLANDS & CO., Under the Illuminated Clock, Willis-street. — [639, 679, 790, 731]
advertisement — [639, 268, 789, 392]
ad-body: Can be now seen working at the Flaxing and Moulding Mills, reclaimed land Wellington. For particulars, apply to WADDELL & CO. — [796, 481, 947, 507]
columns — [8, 34, 1106, 1468]
ad-body: MESSRS. AHLERS & WILLBRANDT are prepared to supply storekeepers, painters, tradesmen, and others with the best glue at the most reasonable terms. — [639, 133, 790, 168]
